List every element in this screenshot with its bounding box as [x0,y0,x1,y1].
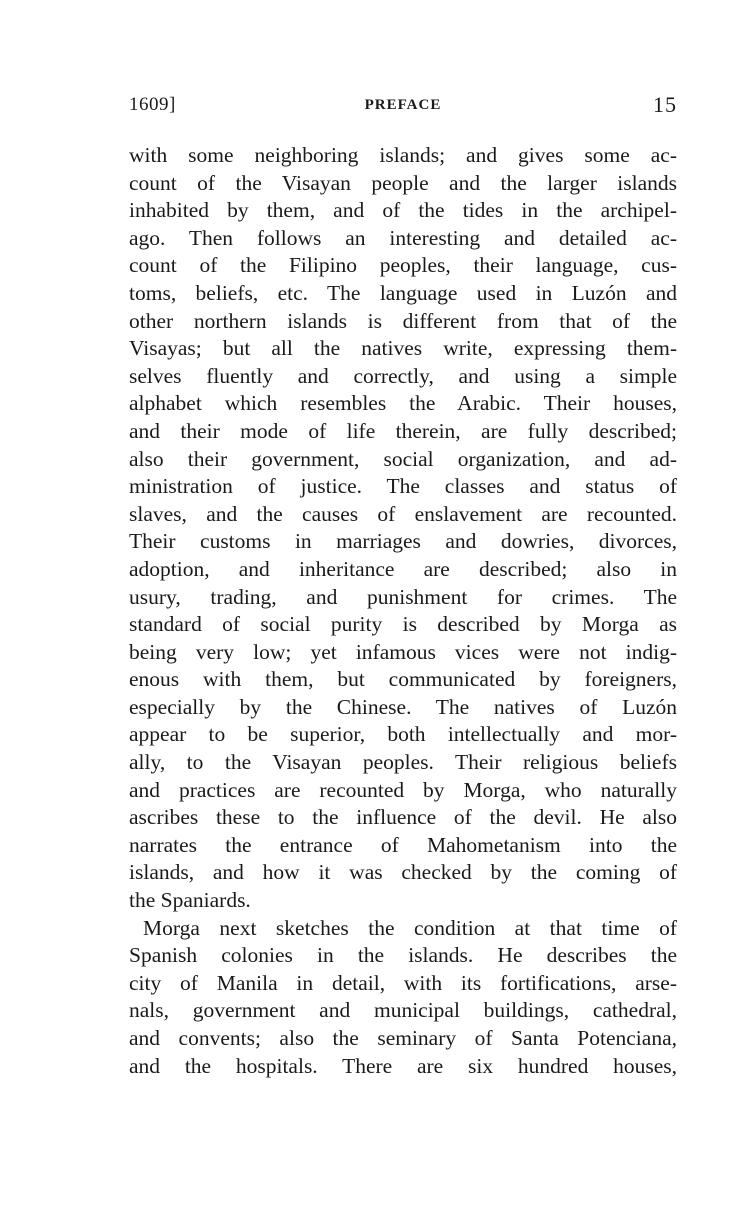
text-line: count of the Visayan people and the larger islands [129,170,677,195]
paragraph-start-line: Morga next sketches the condition at that time of [143,915,677,940]
year-folio: 1609] [129,94,176,115]
text-line: alphabet which resembles the Arabic. Their houses, [129,391,677,416]
text-line: adoption, and inheritance are described; also in [129,556,677,581]
text-line: enous with them, but communicated by foreigners, [129,667,677,692]
running-head [129,94,677,120]
text-line: city of Manila in detail, with its fortifications, arse- [129,970,677,995]
text-line: ministration of justice. The classes and status of [129,474,677,499]
body-text [129,142,677,1080]
text-line: other northern islands is different from that of the [129,308,677,333]
text-line: and their mode of life therein, are fully described; [129,418,677,443]
text-line: slaves, and the causes of enslavement are recounted. [129,501,677,526]
text-line: Their customs in marriages and dowries, divorces, [129,529,677,554]
text-line: count of the Filipino peoples, their language, cus- [129,253,677,278]
text-line: and convents; also the seminary of Santa Potenciana, [129,1026,677,1050]
text-line: Visayas; but all the natives write, expressing them- [129,336,677,361]
text-line: Spanish colonies in the islands. He describes the [129,943,677,968]
paragraph-end-line: the Spaniards. [129,888,251,913]
text-line: appear to be superior, both intellectually and mor- [129,722,677,747]
page-title: PREFACE [364,97,442,113]
page-number: 15 [653,92,677,117]
text-line: being very low; yet infamous vices were not indig- [129,639,677,664]
text-line: ago. Then follows an interesting and detailed ac- [129,225,677,250]
text-line: and the hospitals. There are six hundred houses, [129,1053,677,1078]
text-line: islands, and how it was checked by the coming of [129,860,677,885]
text-line: with some neighboring islands; and gives some ac- [129,143,677,167]
text-line: narrates the entrance of Mahometanism into the [129,832,677,857]
text-line: selves fluently and correctly, and using a simple [129,363,677,388]
text-line: standard of social purity is described by Morga as [129,612,677,637]
text-line: inhabited by them, and of the tides in the archipel- [129,198,677,223]
text-line: nals, government and municipal buildings, cathedral, [129,998,677,1023]
text-line: toms, beliefs, etc. The language used in Luzón and [129,280,677,305]
text-line: especially by the Chinese. The natives of Luzón [129,694,677,719]
text-line: also their government, social organization, and ad- [129,446,677,471]
text-line: ally, to the Visayan peoples. Their religious beliefs [129,750,677,775]
text-line: usury, trading, and punishment for crimes. The [129,584,677,609]
text-line: and practices are recounted by Morga, who naturally [129,777,677,802]
text-line: ascribes these to the influence of the devil. He also [129,805,677,830]
